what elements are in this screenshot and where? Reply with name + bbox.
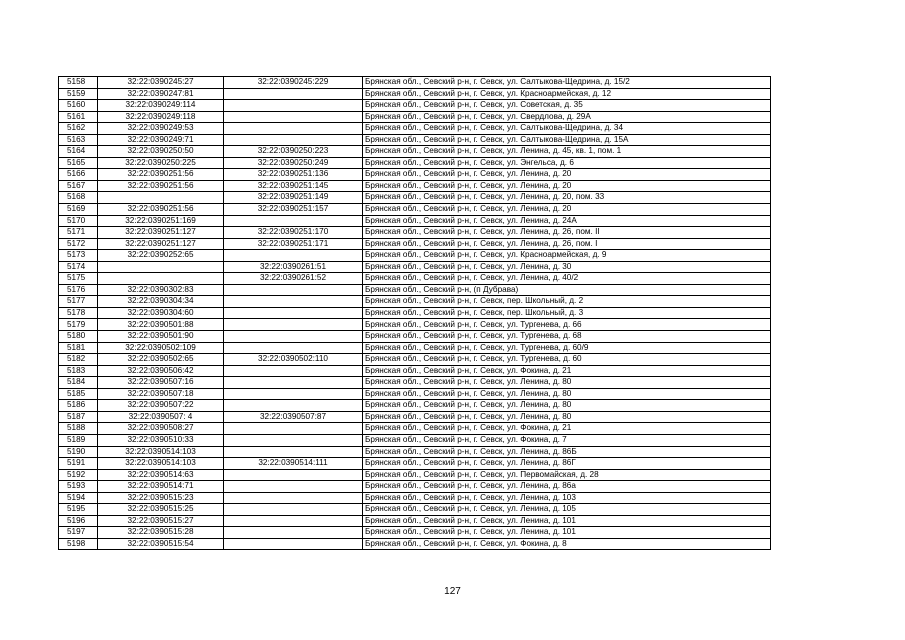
- object-cadastral-number-cell: [224, 504, 363, 516]
- address-cell: Брянская обл., Севский р-н, г. Севск, ул. Первомайская, д. 28: [363, 469, 771, 481]
- row-number-cell: 5175: [59, 273, 98, 285]
- cadastral-number-cell: 32:22:0390514:63: [98, 469, 224, 481]
- table-row: [59, 458, 771, 470]
- address-cell: Брянская обл., Севский р-н, г. Севск, ул. Ленина, д. 20: [363, 204, 771, 216]
- address-cell: Брянская обл., Севский р-н, г. Севск, ул. Ленина, д. 40/2: [363, 273, 771, 285]
- address-cell: Брянская обл., Севский р-н, г. Севск, ул. Салтыкова-Щедрина, д. 34: [363, 123, 771, 135]
- table-row: [59, 123, 771, 135]
- table-row: [59, 146, 771, 158]
- cadastral-number-cell: 32:22:0390502:65: [98, 354, 224, 366]
- object-cadastral-number-cell: [224, 365, 363, 377]
- object-cadastral-number-cell: [224, 388, 363, 400]
- address-cell: Брянская обл., Севский р-н, г. Севск, ул. Энгельса, д. 6: [363, 157, 771, 169]
- row-number-cell: 5198: [59, 538, 98, 550]
- address-cell: Брянская обл., Севский р-н, г. Севск, ул. Свердлова, д. 29А: [363, 111, 771, 123]
- row-number-cell: 5163: [59, 134, 98, 146]
- object-cadastral-number-cell: [224, 377, 363, 389]
- cadastral-number-cell: 32:22:0390251:127: [98, 238, 224, 250]
- row-number-cell: 5166: [59, 169, 98, 181]
- cadastral-number-cell: 32:22:0390508:27: [98, 423, 224, 435]
- address-cell: Брянская обл., Севский р-н, г. Севск, ул. Салтыкова-Щедрина, д. 15/2: [363, 77, 771, 89]
- row-number-cell: 5189: [59, 434, 98, 446]
- object-cadastral-number-cell: [224, 446, 363, 458]
- cadastral-number-cell: 32:22:0390515:54: [98, 538, 224, 550]
- cadastral-number-cell: 32:22:0390304:60: [98, 307, 224, 319]
- cadastral-number-cell: 32:22:0390251:56: [98, 169, 224, 181]
- address-cell: Брянская обл., Севский р-н, г. Севск, ул. Ленина, д. 20, пом. 33: [363, 192, 771, 204]
- cadastral-number-cell: 32:22:0390515:28: [98, 527, 224, 539]
- object-cadastral-number-cell: [224, 481, 363, 493]
- object-cadastral-number-cell: 32:22:0390514:111: [224, 458, 363, 470]
- row-number-cell: 5171: [59, 227, 98, 239]
- address-cell: Брянская обл., Севский р-н, г. Севск, ул. Фокина, д. 8: [363, 538, 771, 550]
- object-cadastral-number-cell: 32:22:0390507:87: [224, 411, 363, 423]
- row-number-cell: 5159: [59, 88, 98, 100]
- row-number-cell: 5195: [59, 504, 98, 516]
- cadastral-number-cell: 32:22:0390251:56: [98, 204, 224, 216]
- address-cell: Брянская обл., Севский р-н, г. Севск, ул. Ленина, д. 80: [363, 411, 771, 423]
- address-cell: Брянская обл., Севский р-н, г. Севск, ул. Фокина, д. 21: [363, 423, 771, 435]
- cadastral-number-cell: 32:22:0390501:90: [98, 331, 224, 343]
- address-cell: Брянская обл., Севский р-н, г. Севск, ул. Ленина, д. 20: [363, 169, 771, 181]
- address-cell: Брянская обл., Севский р-н, г. Севск, ул. Ленина, д. 80: [363, 388, 771, 400]
- cadastral-number-cell: 32:22:0390507: 4: [98, 411, 224, 423]
- cadastral-number-cell: 32:22:0390507:16: [98, 377, 224, 389]
- table-row: [59, 469, 771, 481]
- address-cell: Брянская обл., Севский р-н, г. Севск, ул. Ленина, д. 86Б: [363, 446, 771, 458]
- address-cell: Брянская обл., Севский р-н, г. Севск, ул. Фокина, д. 21: [363, 365, 771, 377]
- table-row: [59, 111, 771, 123]
- table-row: [59, 377, 771, 389]
- row-number-cell: 5176: [59, 284, 98, 296]
- object-cadastral-number-cell: [224, 423, 363, 435]
- table-row: [59, 273, 771, 285]
- row-number-cell: 5196: [59, 515, 98, 527]
- cadastral-table: [58, 76, 771, 550]
- table-row: [59, 342, 771, 354]
- table-row: [59, 238, 771, 250]
- address-cell: Брянская обл., Севский р-н, г. Севск, ул. Ленина, д. 105: [363, 504, 771, 516]
- object-cadastral-number-cell: [224, 434, 363, 446]
- row-number-cell: 5181: [59, 342, 98, 354]
- table-row: [59, 411, 771, 423]
- object-cadastral-number-cell: [224, 88, 363, 100]
- object-cadastral-number-cell: 32:22:0390245:229: [224, 77, 363, 89]
- table-row: [59, 492, 771, 504]
- address-cell: Брянская обл., Севский р-н, г. Севск, ул. Тургенева, д. 66: [363, 319, 771, 331]
- cadastral-number-cell: 32:22:0390507:22: [98, 400, 224, 412]
- object-cadastral-number-cell: 32:22:0390251:170: [224, 227, 363, 239]
- row-number-cell: 5191: [59, 458, 98, 470]
- object-cadastral-number-cell: 32:22:0390251:171: [224, 238, 363, 250]
- table-row: [59, 180, 771, 192]
- address-cell: Брянская обл., Севский р-н, г. Севск, пер. Школьный, д. 2: [363, 296, 771, 308]
- object-cadastral-number-cell: [224, 319, 363, 331]
- address-cell: Брянская обл., Севский р-н, г. Севск, ул. Тургенева, д. 68: [363, 331, 771, 343]
- table-row: [59, 227, 771, 239]
- cadastral-number-cell: 32:22:0390515:27: [98, 515, 224, 527]
- row-number-cell: 5173: [59, 250, 98, 262]
- cadastral-number-cell: 32:22:0390502:109: [98, 342, 224, 354]
- cadastral-number-cell: 32:22:0390506:42: [98, 365, 224, 377]
- object-cadastral-number-cell: 32:22:0390261:52: [224, 273, 363, 285]
- table-row: [59, 423, 771, 435]
- table-row: [59, 388, 771, 400]
- row-number-cell: 5178: [59, 307, 98, 319]
- object-cadastral-number-cell: [224, 331, 363, 343]
- table-row: [59, 204, 771, 216]
- row-number-cell: 5182: [59, 354, 98, 366]
- table-row: [59, 331, 771, 343]
- row-number-cell: 5183: [59, 365, 98, 377]
- address-cell: Брянская обл., Севский р-н, г. Севск, ул. Ленина, д. 26, пом. I: [363, 238, 771, 250]
- table-row: [59, 169, 771, 181]
- object-cadastral-number-cell: 32:22:0390250:249: [224, 157, 363, 169]
- object-cadastral-number-cell: [224, 469, 363, 481]
- row-number-cell: 5172: [59, 238, 98, 250]
- address-cell: Брянская обл., Севский р-н, г. Севск, ул. Фокина, д. 7: [363, 434, 771, 446]
- table-row: [59, 538, 771, 550]
- object-cadastral-number-cell: [224, 284, 363, 296]
- object-cadastral-number-cell: 32:22:0390251:149: [224, 192, 363, 204]
- row-number-cell: 5164: [59, 146, 98, 158]
- address-cell: Брянская обл., Севский р-н, г. Севск, ул. Ленина, д. 26, пом. II: [363, 227, 771, 239]
- row-number-cell: 5190: [59, 446, 98, 458]
- cadastral-number-cell: 32:22:0390304:34: [98, 296, 224, 308]
- object-cadastral-number-cell: [224, 250, 363, 262]
- cadastral-number-cell: 32:22:0390252:65: [98, 250, 224, 262]
- row-number-cell: 5193: [59, 481, 98, 493]
- cadastral-number-cell: 32:22:0390250:225: [98, 157, 224, 169]
- table-row: [59, 77, 771, 89]
- cadastral-number-cell: 32:22:0390514:103: [98, 458, 224, 470]
- row-number-cell: 5162: [59, 123, 98, 135]
- cadastral-number-cell: 32:22:0390249:53: [98, 123, 224, 135]
- cadastral-table-body: [59, 77, 771, 550]
- address-cell: Брянская обл., Севский р-н, г. Севск, ул. Советская, д. 35: [363, 100, 771, 112]
- address-cell: Брянская обл., Севский р-н, г. Севск, ул. Ленина, д. 30: [363, 261, 771, 273]
- row-number-cell: 5177: [59, 296, 98, 308]
- table-row: [59, 215, 771, 227]
- cadastral-number-cell: 32:22:0390515:23: [98, 492, 224, 504]
- row-number-cell: 5188: [59, 423, 98, 435]
- object-cadastral-number-cell: [224, 296, 363, 308]
- object-cadastral-number-cell: 32:22:0390261:51: [224, 261, 363, 273]
- object-cadastral-number-cell: [224, 515, 363, 527]
- address-cell: Брянская обл., Севский р-н, г. Севск, ул. Красноармейская, д. 12: [363, 88, 771, 100]
- cadastral-number-cell: 32:22:0390251:127: [98, 227, 224, 239]
- table-row: [59, 284, 771, 296]
- row-number-cell: 5186: [59, 400, 98, 412]
- table-row: [59, 157, 771, 169]
- cadastral-number-cell: 32:22:0390507:18: [98, 388, 224, 400]
- table-row: [59, 261, 771, 273]
- address-cell: Брянская обл., Севский р-н, г. Севск, ул. Ленина, д. 45, кв. 1, пом. 1: [363, 146, 771, 158]
- object-cadastral-number-cell: [224, 538, 363, 550]
- table-row: [59, 354, 771, 366]
- row-number-cell: 5184: [59, 377, 98, 389]
- address-cell: Брянская обл., Севский р-н, г. Севск, ул. Ленина, д. 24А: [363, 215, 771, 227]
- table-row: [59, 481, 771, 493]
- object-cadastral-number-cell: [224, 215, 363, 227]
- address-cell: Брянская обл., Севский р-н, г. Севск, ул. Ленина, д. 86Г: [363, 458, 771, 470]
- cadastral-number-cell: 32:22:0390515:25: [98, 504, 224, 516]
- row-number-cell: 5169: [59, 204, 98, 216]
- table-row: [59, 250, 771, 262]
- cadastral-number-cell: 32:22:0390501:88: [98, 319, 224, 331]
- row-number-cell: 5160: [59, 100, 98, 112]
- page-number: 127: [444, 586, 461, 597]
- row-number-cell: 5174: [59, 261, 98, 273]
- row-number-cell: 5185: [59, 388, 98, 400]
- table-row: [59, 192, 771, 204]
- cadastral-number-cell: 32:22:0390510:33: [98, 434, 224, 446]
- cadastral-number-cell: 32:22:0390249:114: [98, 100, 224, 112]
- row-number-cell: 5170: [59, 215, 98, 227]
- row-number-cell: 5194: [59, 492, 98, 504]
- address-cell: Брянская обл., Севский р-н, г. Севск, ул. Салтыкова-Щедрина, д. 15А: [363, 134, 771, 146]
- cadastral-number-cell: 32:22:0390249:71: [98, 134, 224, 146]
- row-number-cell: 5167: [59, 180, 98, 192]
- address-cell: Брянская обл., Севский р-н, (п Дубрава): [363, 284, 771, 296]
- object-cadastral-number-cell: [224, 100, 363, 112]
- row-number-cell: 5187: [59, 411, 98, 423]
- address-cell: Брянская обл., Севский р-н, г. Севск, ул. Ленина, д. 20: [363, 180, 771, 192]
- row-number-cell: 5161: [59, 111, 98, 123]
- object-cadastral-number-cell: [224, 527, 363, 539]
- table-row: [59, 307, 771, 319]
- object-cadastral-number-cell: [224, 342, 363, 354]
- table-row: [59, 527, 771, 539]
- object-cadastral-number-cell: 32:22:0390250:223: [224, 146, 363, 158]
- row-number-cell: 5180: [59, 331, 98, 343]
- address-cell: Брянская обл., Севский р-н, г. Севск, ул. Тургенева, д. 60/9: [363, 342, 771, 354]
- object-cadastral-number-cell: 32:22:0390251:157: [224, 204, 363, 216]
- object-cadastral-number-cell: [224, 123, 363, 135]
- object-cadastral-number-cell: [224, 307, 363, 319]
- cadastral-number-cell: [98, 273, 224, 285]
- address-cell: Брянская обл., Севский р-н, г. Севск, пер. Школьный, д. 3: [363, 307, 771, 319]
- object-cadastral-number-cell: [224, 400, 363, 412]
- row-number-cell: 5192: [59, 469, 98, 481]
- cadastral-number-cell: 32:22:0390249:118: [98, 111, 224, 123]
- cadastral-number-cell: 32:22:0390250:50: [98, 146, 224, 158]
- address-cell: Брянская обл., Севский р-н, г. Севск, ул. Тургенева, д. 60: [363, 354, 771, 366]
- address-cell: Брянская обл., Севский р-н, г. Севск, ул. Ленина, д. 80: [363, 377, 771, 389]
- object-cadastral-number-cell: [224, 492, 363, 504]
- cadastral-number-cell: 32:22:0390514:103: [98, 446, 224, 458]
- cadastral-number-cell: 32:22:0390514:71: [98, 481, 224, 493]
- object-cadastral-number-cell: [224, 134, 363, 146]
- address-cell: Брянская обл., Севский р-н, г. Севск, ул. Ленина, д. 101: [363, 515, 771, 527]
- cadastral-number-cell: 32:22:0390251:56: [98, 180, 224, 192]
- cadastral-number-cell: [98, 192, 224, 204]
- table-row: [59, 434, 771, 446]
- object-cadastral-number-cell: 32:22:0390502:110: [224, 354, 363, 366]
- cadastral-number-cell: 32:22:0390247:81: [98, 88, 224, 100]
- cadastral-number-cell: 32:22:0390251:169: [98, 215, 224, 227]
- table-row: [59, 88, 771, 100]
- table-row: [59, 446, 771, 458]
- table-row: [59, 296, 771, 308]
- address-cell: Брянская обл., Севский р-н, г. Севск, ул. Ленина, д. 101: [363, 527, 771, 539]
- table-row: [59, 365, 771, 377]
- address-cell: Брянская обл., Севский р-н, г. Севск, ул. Ленина, д. 103: [363, 492, 771, 504]
- table-row: [59, 515, 771, 527]
- row-number-cell: 5197: [59, 527, 98, 539]
- table-row: [59, 134, 771, 146]
- row-number-cell: 5179: [59, 319, 98, 331]
- table-row: [59, 504, 771, 516]
- cadastral-number-cell: [98, 261, 224, 273]
- row-number-cell: 5165: [59, 157, 98, 169]
- table-row: [59, 400, 771, 412]
- row-number-cell: 5168: [59, 192, 98, 204]
- object-cadastral-number-cell: [224, 111, 363, 123]
- object-cadastral-number-cell: 32:22:0390251:145: [224, 180, 363, 192]
- address-cell: Брянская обл., Севский р-н, г. Севск, ул. Красноармейская, д. 9: [363, 250, 771, 262]
- cadastral-number-cell: 32:22:0390302:83: [98, 284, 224, 296]
- row-number-cell: 5158: [59, 77, 98, 89]
- object-cadastral-number-cell: 32:22:0390251:136: [224, 169, 363, 181]
- cadastral-number-cell: 32:22:0390245:27: [98, 77, 224, 89]
- address-cell: Брянская обл., Севский р-н, г. Севск, ул. Ленина, д. 86а: [363, 481, 771, 493]
- table-row: [59, 319, 771, 331]
- address-cell: Брянская обл., Севский р-н, г. Севск, ул. Ленина, д. 80: [363, 400, 771, 412]
- table-row: [59, 100, 771, 112]
